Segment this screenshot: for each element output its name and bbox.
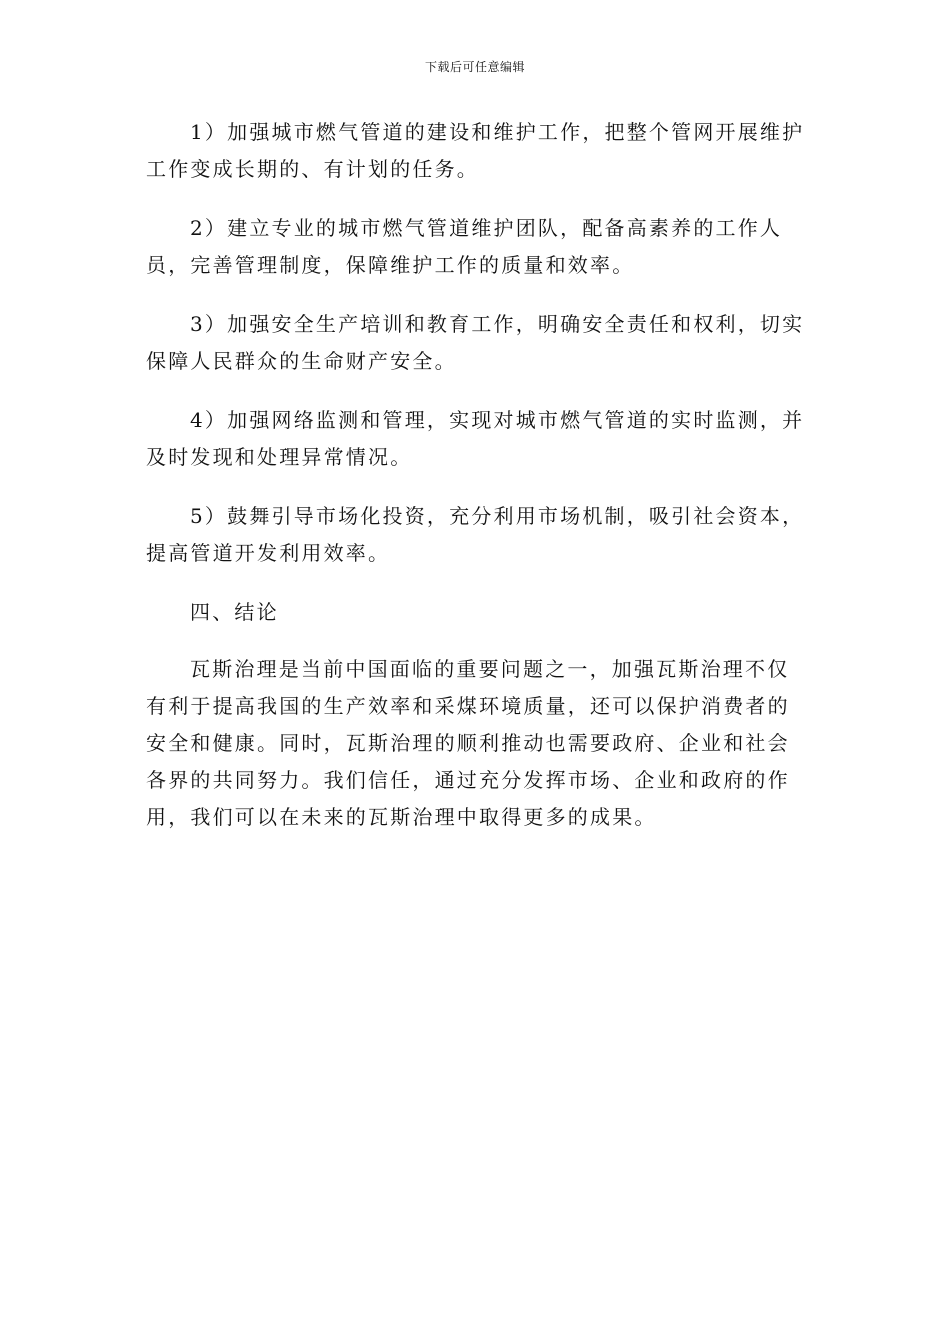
section-heading: 四、结论 — [190, 600, 279, 624]
list-item-5: 5）鼓舞引导市场化投资，充分利用市场机制，吸引社会资本，提高管道开发利用效率。 — [146, 504, 805, 565]
list-item-2: 2）建立专业的城市燃气管道维护团队，配备高素养的工作人员，完善管理制度，保障维护工作的质量和效率。 — [146, 216, 783, 277]
list-item-4: 4）加强网络监测和管理，实现对城市燃气管道的实时监测，并及时发现和处理异常情况。 — [146, 408, 805, 469]
conclusion-paragraph: 瓦斯治理是当前中国面临的重要问题之一，加强瓦斯治理不仅有利于提高我国的生产效率和采煤环境质量，还可以保护消费者的安全和健康。同时，瓦斯治理的顺利推动也需要政府、企业和社会各界的共同努力。我们信任，通过充分发挥市场、企业和政府的作用，我们可以在未来的瓦斯治理中取得更多的成果。 — [146, 657, 790, 829]
list-item-3: 3）加强安全生产培训和教育工作，明确安全责任和权利，切实保障人民群众的生命财产安全。 — [146, 312, 805, 373]
document-body — [146, 114, 811, 836]
list-item-1: 1）加强城市燃气管道的建设和维护工作，把整个管网开展维护工作变成长期的、有计划的任务。 — [146, 120, 805, 181]
page-header: 下载后可任意编辑 — [424, 60, 525, 74]
